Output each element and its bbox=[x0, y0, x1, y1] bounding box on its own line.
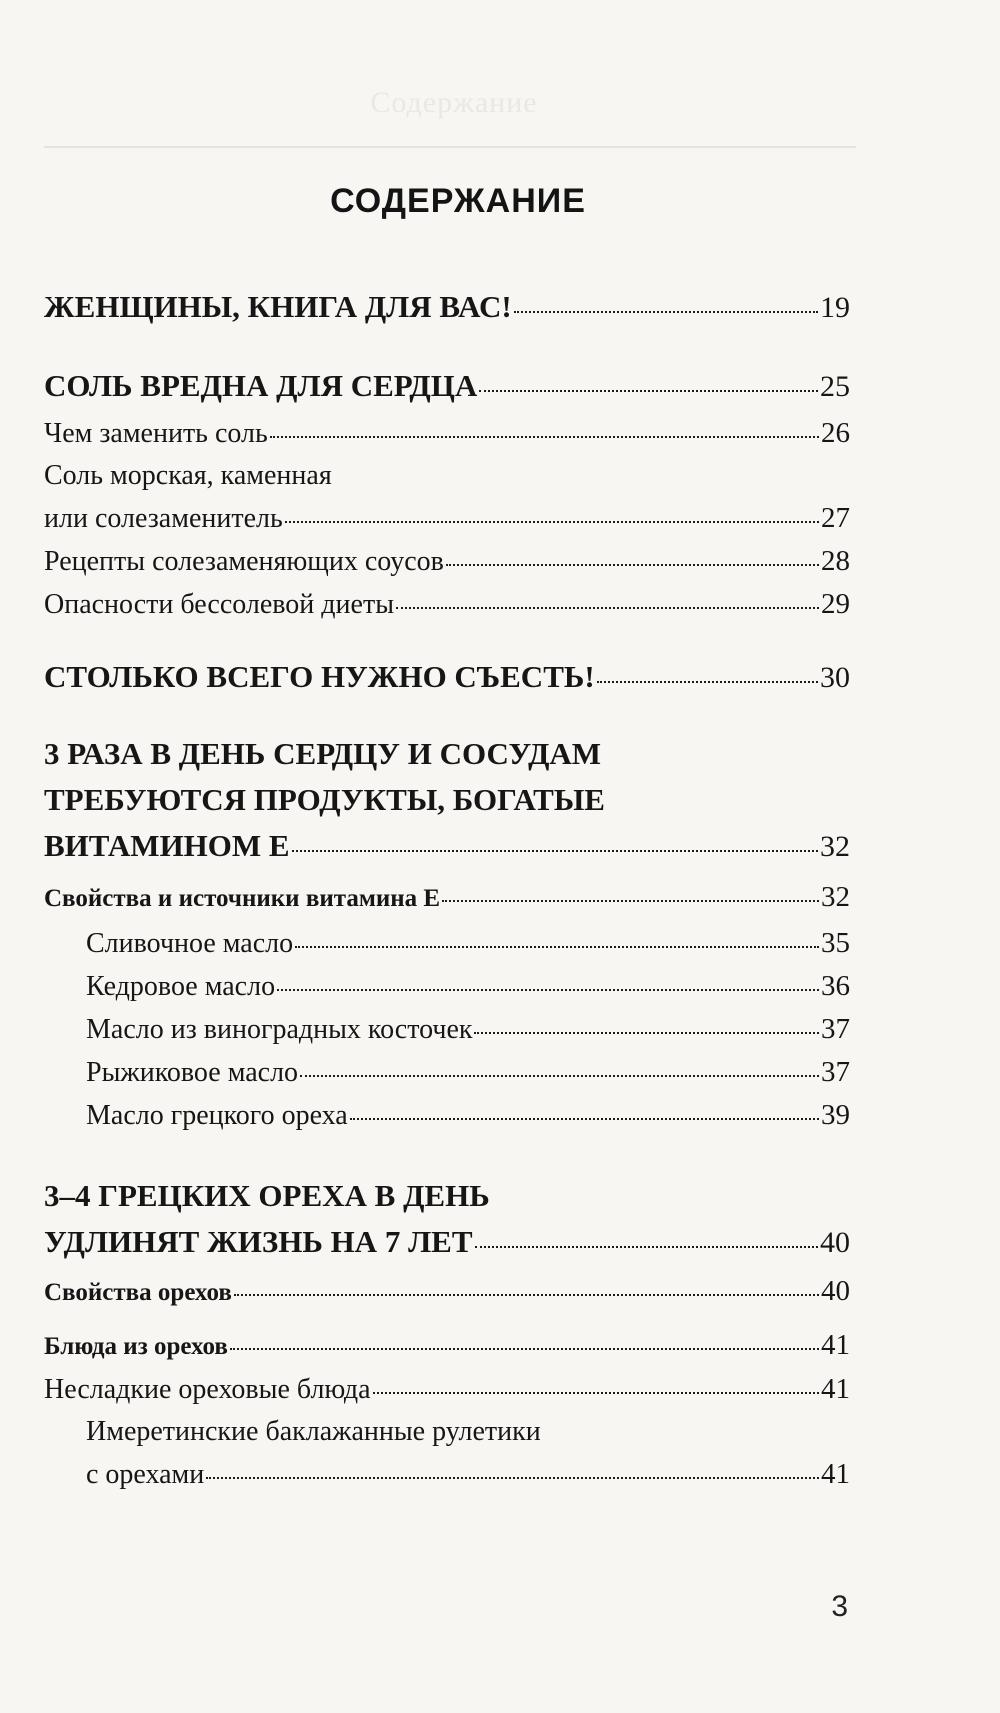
toc-entry-title: Рецепты солезаменяющих соусов bbox=[44, 546, 444, 577]
toc-entry[interactable] bbox=[44, 1324, 850, 1368]
toc-entry-title: Блюда из орехов bbox=[44, 1333, 228, 1360]
toc-entry[interactable] bbox=[44, 922, 850, 965]
toc-entry-page: 27 bbox=[821, 502, 850, 534]
toc-entry-page: 32 bbox=[821, 881, 850, 913]
toc-entry-page: 26 bbox=[821, 417, 850, 449]
dot-leader bbox=[479, 374, 818, 392]
dot-leader bbox=[350, 1102, 819, 1120]
toc-entry[interactable] bbox=[44, 1270, 850, 1314]
toc-entry-page: 40 bbox=[820, 1226, 850, 1259]
toc-entry-title: или солезаменитель bbox=[44, 503, 283, 534]
toc-entry-title: Свойства орехов bbox=[44, 1279, 232, 1306]
toc-entry-page: 40 bbox=[821, 1275, 850, 1307]
dot-leader bbox=[475, 1230, 818, 1248]
dot-leader bbox=[270, 420, 819, 438]
toc-entry-page: 37 bbox=[821, 1056, 850, 1088]
toc-entry[interactable] bbox=[44, 583, 850, 626]
toc-entry[interactable] bbox=[44, 1051, 850, 1094]
toc-entry[interactable] bbox=[44, 363, 850, 410]
toc-entry[interactable] bbox=[44, 1094, 850, 1137]
toc-entry-page: 41 bbox=[821, 1329, 850, 1361]
dot-leader bbox=[442, 884, 819, 902]
toc-entry-title: ЖЕНЩИНЫ, КНИГА ДЛЯ ВАС! bbox=[44, 289, 512, 324]
toc-entry-title: с орехами bbox=[86, 1459, 205, 1490]
toc-entry-title-line: ТРЕБУЮТСЯ ПРОДУКТЫ, БОГАТЫЕ bbox=[44, 782, 605, 817]
toc-entry-title: ВИТАМИНОМ Е bbox=[44, 828, 290, 863]
dot-leader bbox=[206, 1461, 819, 1479]
bleed-through-rule bbox=[44, 146, 856, 148]
toc-entry[interactable] bbox=[44, 731, 850, 870]
toc-entry-page: 32 bbox=[820, 830, 850, 863]
toc-entry[interactable] bbox=[44, 654, 850, 701]
toc-entry-title: Масло из виноградных косточек bbox=[86, 1014, 473, 1045]
dot-leader bbox=[514, 295, 818, 313]
toc-entry-title-line: Соль морская, каменная bbox=[44, 460, 332, 491]
toc-entry-title: УДЛИНЯТ ЖИЗНЬ НА 7 ЛЕТ bbox=[44, 1224, 473, 1259]
toc-entry-title-line: 3–4 ГРЕЦКИХ ОРЕХА В ДЕНЬ bbox=[44, 1178, 490, 1213]
toc-entry-page: 36 bbox=[821, 970, 850, 1002]
dot-leader bbox=[300, 1059, 819, 1077]
toc-entry[interactable] bbox=[44, 284, 850, 331]
dot-leader bbox=[597, 665, 818, 683]
toc-entry[interactable] bbox=[44, 965, 850, 1008]
dot-leader bbox=[234, 1278, 819, 1296]
dot-leader bbox=[292, 834, 818, 852]
dot-leader bbox=[285, 505, 819, 523]
toc-entry-title: Масло грецкого ореха bbox=[86, 1100, 348, 1131]
toc-entry[interactable] bbox=[44, 1368, 850, 1411]
toc-entry-page: 37 bbox=[821, 1013, 850, 1045]
toc-entry[interactable] bbox=[44, 1008, 850, 1051]
toc-entry-page: 25 bbox=[820, 370, 850, 403]
toc-entry[interactable] bbox=[44, 412, 850, 455]
toc-entry[interactable] bbox=[44, 876, 850, 920]
toc-entry-page: 41 bbox=[821, 1373, 850, 1405]
toc-entry-title: СОЛЬ ВРЕДНА ДЛЯ СЕРДЦА bbox=[44, 368, 478, 403]
dot-leader bbox=[446, 548, 819, 566]
dot-leader bbox=[277, 973, 819, 991]
toc-entry-title: Несладкие ореховые блюда bbox=[44, 1374, 371, 1405]
toc-entry[interactable] bbox=[44, 1411, 850, 1496]
table-of-contents bbox=[44, 284, 850, 1496]
toc-entry[interactable] bbox=[44, 540, 850, 583]
page-number: 3 bbox=[831, 1590, 848, 1623]
toc-entry-page: 30 bbox=[820, 661, 850, 694]
toc-entry-title: СТОЛЬКО ВСЕГО НУЖНО СЪЕСТЬ! bbox=[44, 659, 595, 694]
toc-entry-title: Чем заменить соль bbox=[44, 418, 268, 449]
dot-leader bbox=[396, 591, 819, 609]
toc-entry-title-line: Имеретинские баклажанные рулетики bbox=[86, 1416, 541, 1447]
toc-entry[interactable] bbox=[44, 455, 850, 540]
bleed-through-header: Содержание bbox=[370, 86, 538, 119]
toc-entry-title: Рыжиковое масло bbox=[86, 1057, 299, 1088]
toc-entry-page: 39 bbox=[821, 1099, 850, 1131]
dot-leader bbox=[373, 1376, 819, 1394]
toc-entry-page: 19 bbox=[820, 291, 850, 324]
dot-leader bbox=[295, 930, 819, 948]
toc-entry[interactable] bbox=[44, 1173, 850, 1266]
toc-entry-title: Опасности бессолевой диеты bbox=[44, 589, 394, 620]
dot-leader bbox=[230, 1332, 819, 1350]
toc-entry-page: 29 bbox=[821, 588, 850, 620]
toc-entry-title: Свойства и источники витамина Е bbox=[44, 885, 441, 912]
toc-entry-page: 28 bbox=[821, 545, 850, 577]
page-title: СОДЕРЖАНИЕ bbox=[330, 182, 586, 220]
toc-entry-title: Кедровое масло bbox=[86, 971, 276, 1002]
toc-entry-page: 35 bbox=[821, 927, 850, 959]
toc-entry-title-line: 3 РАЗА В ДЕНЬ СЕРДЦУ И СОСУДАМ bbox=[44, 736, 602, 771]
toc-entry-page: 41 bbox=[821, 1458, 850, 1490]
dot-leader bbox=[474, 1016, 819, 1034]
toc-entry-title: Сливочное масло bbox=[86, 928, 294, 959]
